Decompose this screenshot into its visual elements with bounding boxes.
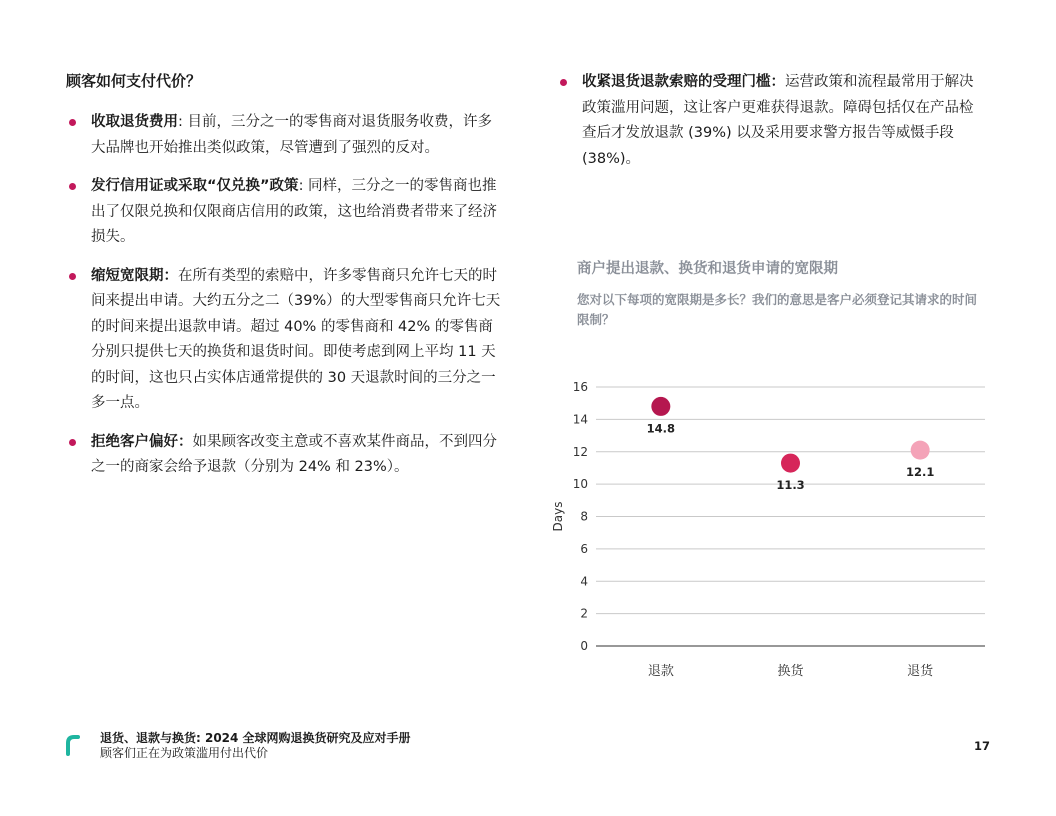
section-heading: 顾客如何支付代价？ [66,72,202,90]
bullet-text: 运营政策和流程最常用于解决政策滥用问题，这让客户更难获得退款。障碍包括仅在产品检查后才发放退款 (39%) 以及采用要求警方报告等威慑手段 (38%)。 [582,74,974,167]
data-label: 11.3 [776,478,805,493]
y-tick-label: 10 [572,477,588,492]
y-tick-label: 4 [580,574,588,589]
bullet-shorter-window [66,264,506,417]
cost-bullet-list [66,110,506,481]
y-axis-title: Days [551,501,565,532]
data-point [781,454,800,473]
x-category-label: 换货 [777,664,804,679]
data-point [651,397,670,416]
footer-subtitle: 顾客们正在为政策滥用付出代价 [100,746,269,760]
data-label: 14.8 [646,421,676,436]
y-tick-label: 0 [580,639,588,653]
bullet-tighten-threshold [557,70,987,172]
bullet-text: 如果顾客改变主意或不喜欢某件商品，不到四分之一的商家会给予退款（分别为 24% 和 23%）。 [91,433,497,475]
chart-title: 商户提出退款、换货和退货申请的宽限期 [577,261,838,277]
bullet-credit-exchange [66,174,506,251]
bullet-title: 拒绝客户偏好： [91,433,193,450]
y-tick-label: 16 [572,380,588,394]
data-label: 12.1 [905,465,935,480]
bullet-return-fees [66,110,506,161]
bullet-reject-preference [66,430,506,481]
bullet-title: 收紧退货退款索赔的受理门槛： [582,74,785,90]
y-tick-label: 2 [580,606,588,621]
x-category-label: 退货 [907,664,934,679]
bullet-title: 发行信用证或采取“仅兑换”政策 [91,178,299,194]
bullet-title: 缩短宽限期： [91,267,178,284]
y-tick-label: 14 [572,412,588,427]
page-number: 17 [973,739,990,753]
grace-period-chart [540,370,1000,690]
brand-logo-icon [66,734,80,756]
bullet-text: : 同样，三分之一的零售商也推出了仅限兑换和仅限商店信用的政策，这也给消费者带来了经济损失。 [91,178,497,245]
data-point [911,441,930,460]
x-category-label: 退款 [647,664,674,679]
y-tick-label: 6 [580,541,588,556]
chart-subtitle: 您对以下每项的宽限期是多长？我们的意思是客户必须登记其请求的时间限制？ [577,292,978,327]
left-column [66,70,506,494]
y-tick-label: 12 [572,444,588,459]
y-tick-label: 8 [580,509,588,524]
right-column [557,70,987,172]
right-bullet-list [557,70,987,172]
footer-title: 退货、退款与换货: 2024 全球网购退换货研究及应对手册 [100,731,411,745]
bullet-title: 收取退货费用 [91,114,178,130]
bullet-text: : 目前，三分之一的零售商对退货服务收费，许多大品牌也开始推出类似政策，尽管遭到了强烈的反对。 [91,114,492,156]
bullet-text: 在所有类型的索赔中，许多零售商只允许七天的时间来提出申请。大约五分之二（39%）的大型零售商只允许七天的时间来提出退款申请。超过 40% 的零售商和 42% 的零售商分别只提供七天的换货和退货时间。即使考虑到网上平均 11 天的时间，这也只占实体店通常提供的 30 天退款时间的三分之一多一点。 [91,267,501,411]
